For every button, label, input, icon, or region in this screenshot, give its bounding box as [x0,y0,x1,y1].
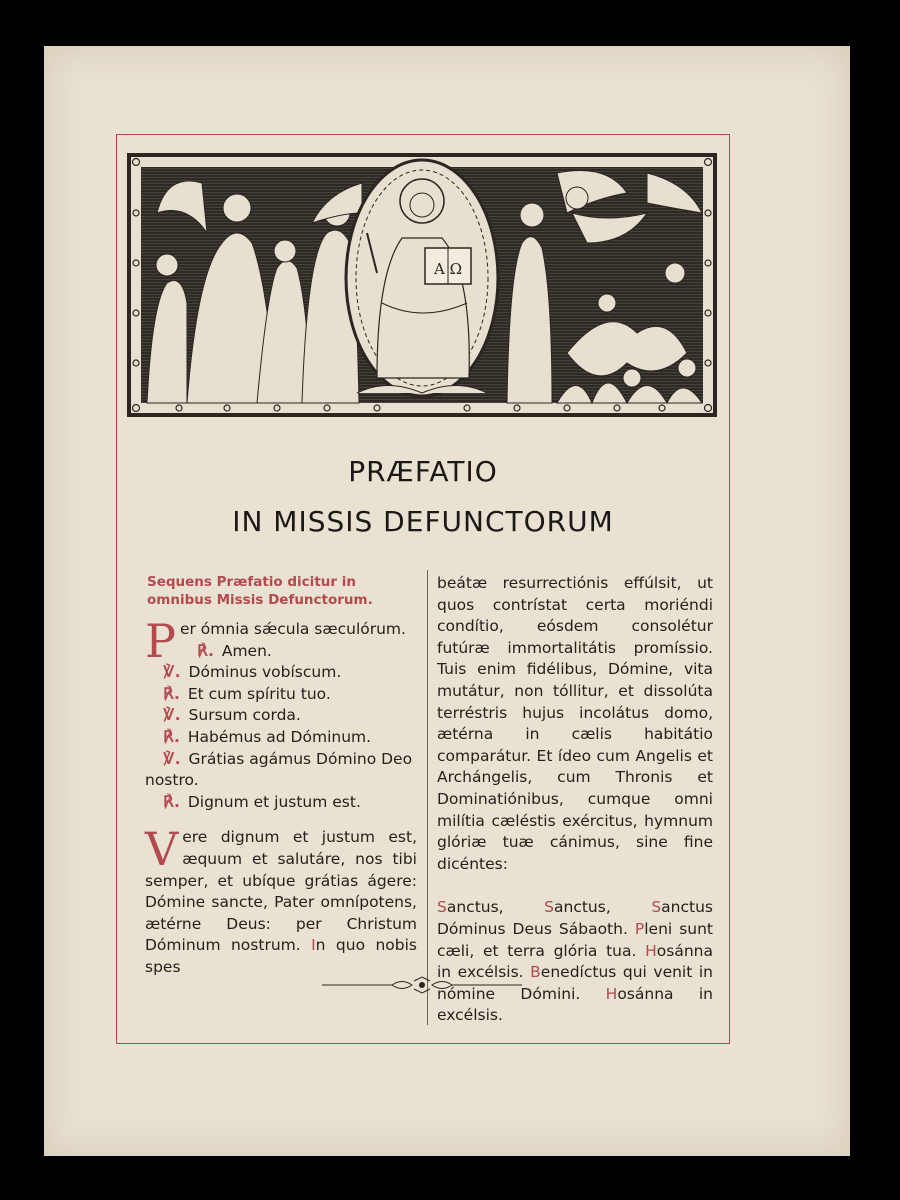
preface-paragraph-continued: beátæ resurrectiónis effúlsit, ut quos contrístat certa moriéndi condítio, eósdem consolétur futúræ immortalitátis promíssio. Tuis enim fidélibus, Dómine, vita mutátur, non tóllitur, et dissolúta terréstris hujus incolátus domo, ætérna in cælis habitátio comparátur. Et ídeo cum Angelis et Archángelis, cum Thronis et Dominatiónibus, cumque omni milítia cæléstis exércitus, hymnum glóriæ tuæ cánimus, sine fine dicéntes: [437,574,713,873]
sanctus-initial: B [530,963,541,982]
sanctus-part: osánna in excélsis. [437,941,713,982]
dialog-line: Dignum et justum est. [187,792,361,811]
dialog-line: nostro. [145,771,199,790]
sanctus-initial: S [437,898,447,917]
preface-text-end: n quo nobis spes [145,936,417,976]
versicle-mark: ℣. [163,706,181,725]
page-sheet [44,46,850,1156]
sanctus-part: anctus, [446,898,545,917]
drop-capital-p: P [145,614,176,668]
sanctus-text [437,897,713,1027]
versicle-mark: ℣. [163,749,181,768]
alpha-omega-book: A Ω [433,260,463,278]
dialog-line: Grátias agámus Dómino Deo [188,749,413,768]
preface-text: ere dignum et justum est, æquum et salutáre, nos tibi semper, et ubíque grátias ágere: Dómine sancte, Pater omnípotens, ætérne Deus: per Christum Dóminum nostrum. [145,828,417,955]
response-mark: ℟. [163,792,180,811]
sanctus-part: anctus Dóminus Deus Sábaoth. [437,898,713,938]
dialog-line: Et cum spíritu tuo. [187,684,331,703]
dialog-line: Sursum corda. [188,706,301,725]
sanctus-initial: S [651,898,662,917]
dialog-line: er ómnia sǽcula sæculórum. [179,620,406,638]
last-judgment-engraving [127,153,717,417]
rubric-instruction: Sequens Præfatio dicitur in omnibus Missis Defunctorum. [147,574,373,608]
dialog-line: Amen. [221,641,272,660]
preface-paragraph-start [145,822,417,978]
ornamental-flourish [322,975,522,995]
sanctus-initial: S [544,898,554,917]
sanctus-initial: H [645,941,657,960]
response-mark: ℟. [163,684,180,703]
sanctus-initial: H [605,984,618,1003]
page-title: PRÆFATIO [348,455,498,488]
response-mark: ℟. [197,641,214,660]
column-divider [427,570,428,1025]
preface-dialog [145,614,417,813]
page-subtitle: IN MISSIS DEFUNCTORUM [232,505,614,538]
sanctus-part: enedíctus qui venit in nómine Dómini. [437,963,713,1003]
drop-capital-v: V [145,822,179,877]
sanctus-part: leni sunt cæli, et terra glória tua. [437,919,713,960]
sanctus-part: anctus, [554,898,652,917]
red-initial: I [311,936,316,955]
sanctus-part: osánna in excélsis. [437,984,713,1025]
dialog-line: Habémus ad Dóminum. [187,727,372,746]
sanctus-initial: P [634,919,645,938]
response-mark: ℟. [163,727,180,746]
right-column [437,573,713,1027]
dialog-line: Dóminus vobíscum. [188,663,342,682]
versicle-mark: ℣. [163,663,181,682]
left-column [145,573,417,979]
red-border-frame [116,134,730,1044]
